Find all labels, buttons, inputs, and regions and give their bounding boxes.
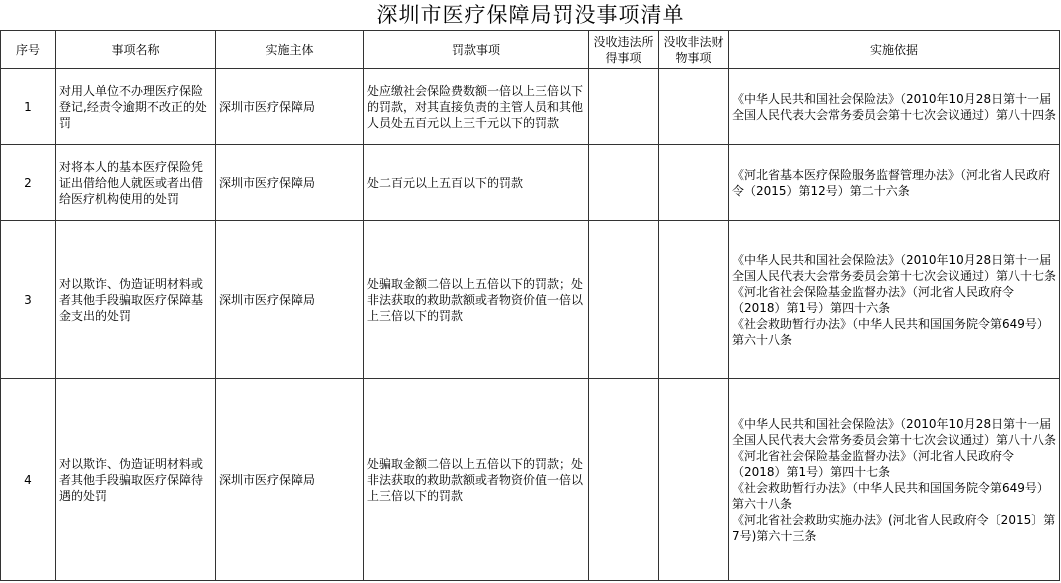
header-item-name: 事项名称 [56, 31, 216, 69]
table-row [1, 145, 1060, 221]
row-item-name: 对用人单位不办理医疗保险登记,经责令逾期不改正的处罚 [56, 69, 216, 145]
header-basis: 实施依据 [729, 31, 1060, 69]
header-illegal-property: 没收非法财物事项 [659, 31, 729, 69]
row-illegal-income [589, 221, 659, 379]
basis-line: 《河北省社会保险基金监督办法》（河北省人民政府令（2018）第1号）第四十六条 [732, 284, 1015, 315]
row-item-name: 对以欺诈、伪造证明材料或者其他手段骗取医疗保障基金支出的处罚 [56, 221, 216, 379]
basis-line: 《中华人民共和国社会保险法》（2010年10月28日第十一届全国人民代表大会常务委员会第十七次会议通过）第八十七条 [732, 252, 1057, 283]
row-seq: 1 [1, 69, 56, 145]
basis-line: 《河北省社会保险基金监督办法》（河北省人民政府令（2018）第1号）第四十七条 [732, 448, 1015, 479]
row-fine: 处应缴社会保险费数额一倍以上三倍以下的罚款，对其直接负责的主管人员和其他人员处五百元以上三千元以下的罚款 [364, 69, 589, 145]
penalty-table [0, 30, 1060, 581]
row-illegal-property [659, 145, 729, 221]
row-basis [729, 69, 1060, 145]
row-illegal-income [589, 69, 659, 145]
row-illegal-property [659, 221, 729, 379]
row-illegal-income [589, 379, 659, 581]
row-fine: 处二百元以上五百以下的罚款 [364, 145, 589, 221]
row-subject: 深圳市医疗保障局 [216, 69, 364, 145]
header-fine: 罚款事项 [364, 31, 589, 69]
row-basis [729, 379, 1060, 581]
row-subject: 深圳市医疗保障局 [216, 221, 364, 379]
row-illegal-income [589, 145, 659, 221]
header-row [1, 31, 1060, 69]
row-fine: 处骗取金额二倍以上五倍以下的罚款；处非法获取的救助款额或者物资价值一倍以上三倍以下的罚款 [364, 221, 589, 379]
basis-line: 《中华人民共和国社会保险法》（2010年10月28日第十一届全国人民代表大会常务委员会第十七次会议通过）第八十八条 [732, 416, 1057, 447]
row-item-name: 对以欺诈、伪造证明材料或者其他手段骗取医疗保障待遇的处罚 [56, 379, 216, 581]
row-illegal-property [659, 379, 729, 581]
basis-line: 《社会救助暂行办法》（中华人民共和国国务院令第649号）第六十八条 [732, 480, 1049, 511]
table-row [1, 69, 1060, 145]
document-title: 深圳市医疗保障局罚没事项清单 [376, 3, 685, 27]
row-seq: 2 [1, 145, 56, 221]
table-row [1, 221, 1060, 379]
row-fine: 处骗取金额二倍以上五倍以下的罚款；处非法获取的救助款额或者物资价值一倍以上三倍以下的罚款 [364, 379, 589, 581]
row-seq: 4 [1, 379, 56, 581]
basis-line: 《河北省社会救助实施办法》(河北省人民政府令〔2015〕第7号)第六十三条 [732, 512, 1056, 543]
row-basis [729, 145, 1060, 221]
basis-line: 《河北省基本医疗保险服务监督管理办法》（河北省人民政府令（2015）第12号）第二十六条 [732, 167, 1051, 198]
row-subject: 深圳市医疗保障局 [216, 145, 364, 221]
row-item-name: 对将本人的基本医疗保险凭证出借给他人就医或者出借给医疗机构使用的处罚 [56, 145, 216, 221]
table-row [1, 379, 1060, 581]
row-seq: 3 [1, 221, 56, 379]
row-subject: 深圳市医疗保障局 [216, 379, 364, 581]
header-subject: 实施主体 [216, 31, 364, 69]
basis-line: 《社会救助暂行办法》（中华人民共和国国务院令第649号）第六十八条 [732, 316, 1049, 347]
row-basis [729, 221, 1060, 379]
header-illegal-income: 没收违法所得事项 [589, 31, 659, 69]
row-illegal-property [659, 69, 729, 145]
header-seq: 序号 [1, 31, 56, 69]
basis-line: 《中华人民共和国社会保险法》（2010年10月28日第十一届全国人民代表大会常务委员会第十七次会议通过）第八十四条 [732, 91, 1057, 122]
